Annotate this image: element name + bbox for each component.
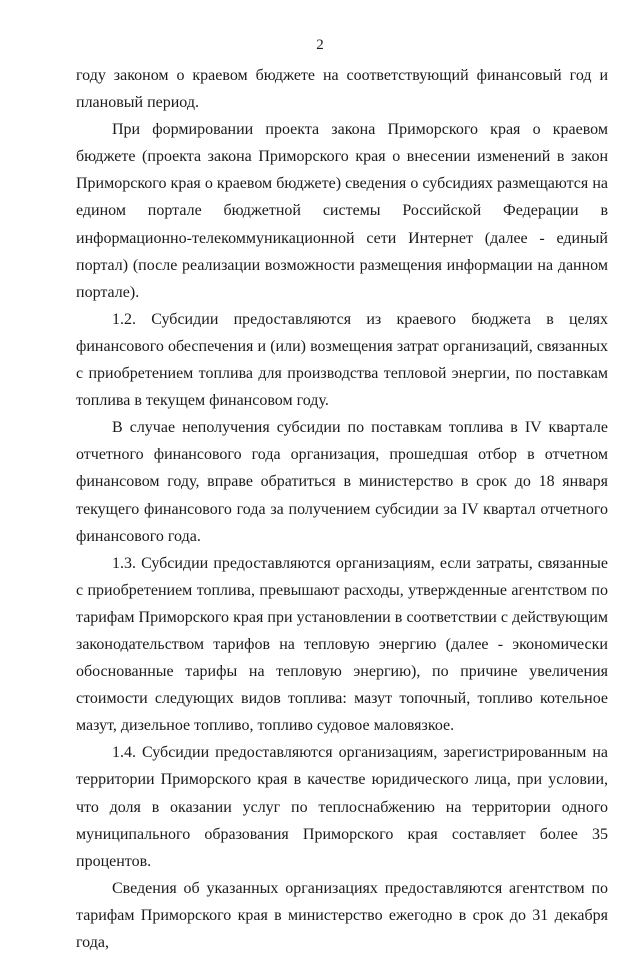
document-body: [76, 62, 608, 956]
paragraph-continuation: году законом о краевом бюджете на соответствующий финансовый год и плановый период.: [76, 67, 608, 112]
page-number: 2: [316, 37, 324, 53]
paragraph-q4-subsidy: В случае неполучения субсидии по поставкам топлива в IV квартале отчетного финансового года организация, прошедшая отбор в отчетном финансовом году, вправе обратиться в министерство в срок до 18 января текущего финансового года за получением субсидии за IV квартал отчетного финансового года.: [76, 419, 608, 545]
paragraph-portal-publication: При формировании проекта закона Приморского края о краевом бюджете (проекта закона Приморского края о внесении изменений в закон Приморского края о краевом бюджете) сведения о субсидиях размещаются на едином портале бюджетной системы Российской Федерации в информационно-телекоммуникационной сети Интернет (далее - единый портал) (после реализации возможности размещения информации на данном портале).: [76, 121, 608, 301]
paragraph-1-3: 1.3. Субсидии предоставляются организациям, если затраты, связанные с приобретением топлива, превышают расходы, утвержденные агентством по тарифам Приморского края при установлении в соответствии с действующим законодательством тарифов на тепловую энергию (далее - экономически обоснованные тарифы на тепловую энергию), по причине увеличения стоимости следующих видов топлива: мазут топочный, топливо котельное мазут, дизельное топливо, топливо судовое маловязкое.: [76, 554, 608, 735]
paragraph-agency-info: Сведения об указанных организациях предоставляются агентством по тарифам Приморского края в министерство ежегодно в срок до 31 декабря года,: [76, 879, 608, 951]
paragraph-1-2: 1.2. Субсидии предоставляются из краевого бюджета в целях финансового обеспечения и (или) возмещения затрат организаций, связанных с приобретением топлива для производства тепловой энергии, по поставкам топлива в текущем финансовом году.: [76, 310, 608, 410]
paragraph-1-4: 1.4. Субсидии предоставляются организациям, зарегистрированным на территории Приморского края в качестве юридического лица, при условии, что доля в оказании услуг по теплоснабжению на территории одного муниципального образования Приморского края составляет более 35 процентов.: [76, 744, 608, 870]
